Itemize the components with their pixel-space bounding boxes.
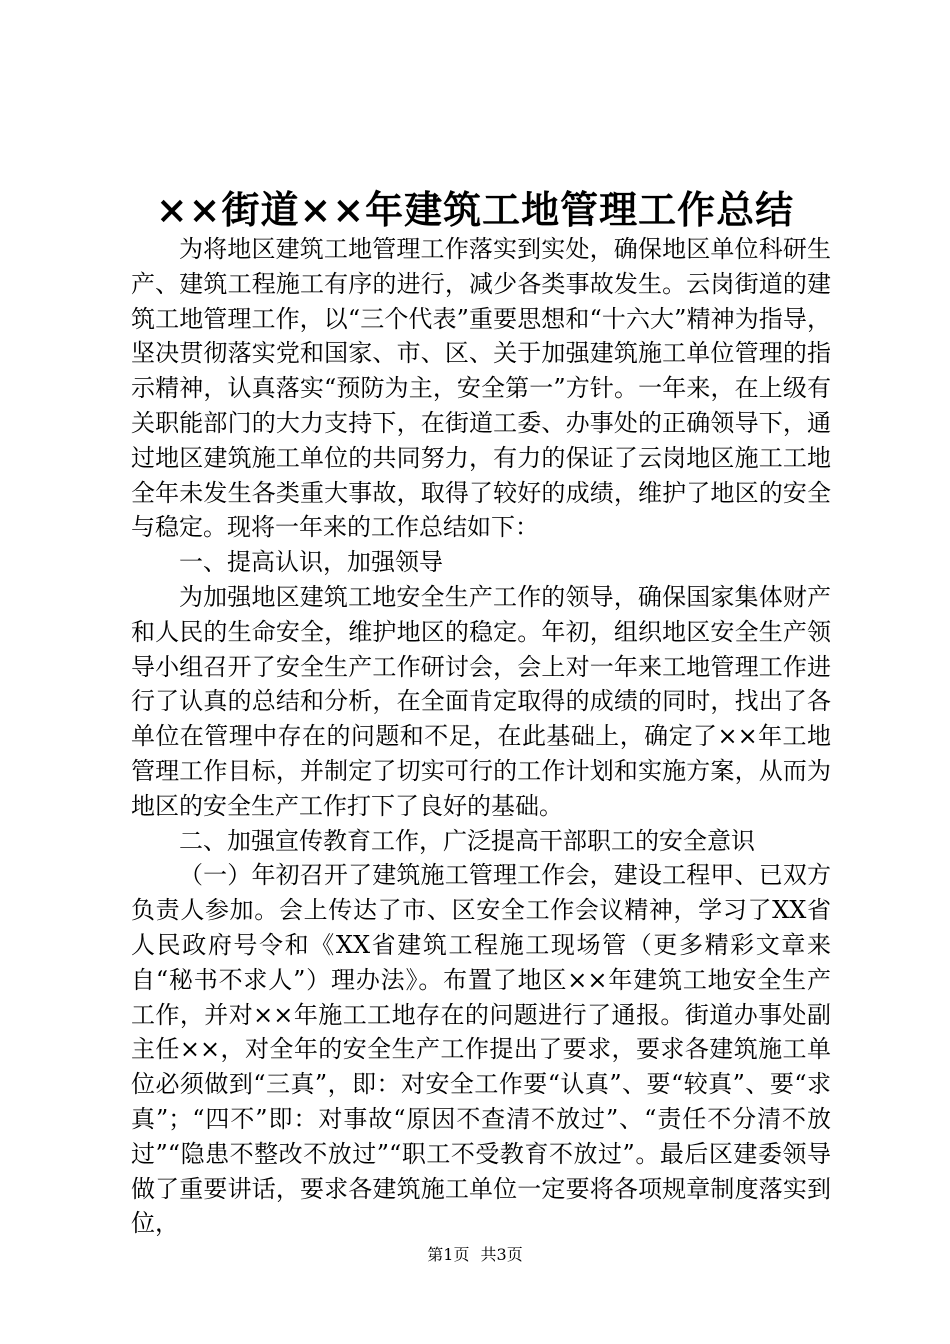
section-heading-2: 二、加强宣传教育工作，广泛提高干部职工的安全意识 [179,826,755,855]
document-title: ××街道××年建筑工地管理工作总结 [155,187,795,232]
paragraph-intro: 为将地区建筑工地管理工作落实到实处，确保地区单位科研生产、建筑工程施工有序的进行，减少各类事故发生。云岗街道的建筑工地管理工作，以“三个代表”重要思想和“十六大”精神为指导，坚决贯彻落实党和国家、市、区、关于加强建筑施工单位管理的指示精神，认真落实“预防为主，安全第一”方针。一年来，在上级有关职能部门的大力支持下，在街道工委、办事处的正确领导下，通过地区建筑施工单位的共同努力，有力的保证了云岗地区施工工地全年未发生各类重大事故，取得了较好的成绩，维护了地区的安全与稳定。现将一年来的工作总结如下： [131,235,831,542]
page-total: 共3页 [480,1245,523,1264]
paragraph-section-2-item-1: （一）年初召开了建筑施工管理工作会，建设工程甲、已双方负责人参加。会上传达了市、区安全工作会议精神，学习了XX省人民政府号令和《XX省建筑工程施工现场管（更多精彩文章来自“秘书不求人”）理办法》。布置了地区××年建筑工地安全生产工作，并对××年施工工地存在的问题进行了通报。街道办事处副主任××，对全年的安全生产工作提出了要求，要求各建筑施工单位必须做到“三真”，即：对安全工作要“认真”、要“较真”、要“求真”；“四不”即：对事故“原因不查清不放过”、“责任不分清不放过”“隐患不整改不放过”“职工不受教育不放过”。最后区建委领导做了重要讲话，要求各建筑施工单位一定要将各项规章制度落实到位， [131,861,831,1238]
page-footer [0,1244,950,1266]
document-body [131,232,831,1241]
section-heading-1: 一、提高认识，加强领导 [179,548,443,577]
page-number: 第1页 [427,1245,470,1264]
paragraph-section-1: 为加强地区建筑工地安全生产工作的领导，确保国家集体财产和人民的生命安全，维护地区的稳定。年初，组织地区安全生产领导小组召开了安全生产工作研讨会，会上对一年来工地管理工作进行了认真的总结和分析，在全面肯定取得的成绩的同时，找出了各单位在管理中存在的问题和不足，在此基础上，确定了××年工地管理工作目标，并制定了切实可行的工作计划和实施方案，从而为地区的安全生产工作打下了良好的基础。 [131,582,831,820]
